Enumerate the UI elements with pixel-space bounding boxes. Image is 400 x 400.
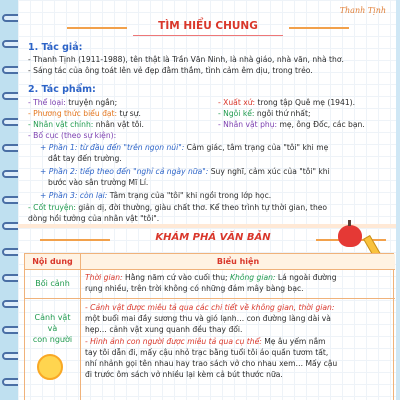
work-mode: - Phương thức biểu đạt: tự sự. bbox=[28, 109, 141, 118]
row-label: Cảnh vật bbox=[34, 313, 71, 322]
section-header-title: TÌM HIỂU CHUNG bbox=[133, 20, 283, 36]
analysis-table bbox=[24, 253, 394, 400]
explore-title: KHÁM PHÁ VĂN BẢN bbox=[118, 232, 308, 248]
table-row-divider bbox=[25, 298, 395, 299]
work-genre: - Thể loại: truyện ngắn; bbox=[28, 98, 118, 107]
part-1: + Phần 1: từ đầu đến "trên ngọn núi": Cảm giác, tâm trạng của "tôi" khi mẹ bbox=[40, 143, 329, 152]
table-row: - Hình ảnh con người được miêu tả qua cụ thể: Mẹ âu yếm nắm bbox=[85, 337, 326, 346]
table-row: đi trước ôm sách vở nhiều lại kèm cả bút thước nữa. bbox=[85, 370, 283, 379]
sun-icon bbox=[37, 354, 63, 380]
table-row: rụng nhiều, trên trời không có những đám mây bàng bạc. bbox=[85, 284, 304, 293]
work-main-character: - Nhân vật chính: nhân vật tôi. bbox=[28, 120, 144, 129]
table-row: nhí nhảnh gọi tên nhau hay trao sách vở cho nhau xem… Mấy cậu bbox=[85, 359, 338, 368]
author-line: - Thanh Tịnh (1911-1988), tên thật là Trần Văn Ninh, là nhà giáo, nhà văn, nhà thơ. bbox=[28, 55, 344, 64]
author-line: - Sáng tác của ông toát lên vẻ đẹp đằm thắm, tình cảm êm dịu, trong trẻo. bbox=[28, 66, 313, 75]
row-label: và bbox=[47, 324, 58, 333]
apple-icon bbox=[338, 225, 362, 247]
part-3: + Phần 3: còn lại: Tâm trạng của "tôi" khi ngồi trong lớp học. bbox=[40, 191, 272, 200]
table-row: tay tôi dẫn đi, mấy cậu nhỏ trạc bằng tuổi tôi áo quần tươm tất, bbox=[85, 348, 329, 357]
table-column-divider bbox=[80, 254, 81, 400]
work-side-characters: - Nhân vật phụ: mẹ, ông Đốc, các bạn. bbox=[218, 120, 365, 129]
part-1-cont: dắt tay đến trường. bbox=[48, 154, 122, 163]
row-label: con người bbox=[32, 335, 73, 344]
work-structure: - Bố cục (theo sự kiện): bbox=[28, 131, 117, 140]
part-2-cont: bước vào sân trường Mĩ Lí. bbox=[48, 178, 149, 187]
plot-line-cont: dòng hồi tưởng của nhân vật "tôi". bbox=[28, 214, 160, 223]
part-2: + Phần 2: tiếp theo đến "nghỉ cả ngày nữa": Suy nghĩ, cảm xúc của "tôi" khi bbox=[40, 167, 330, 176]
table-row: Thời gian: Hằng năm cứ vào cuối thu; Không gian: Lá ngoài đường bbox=[85, 273, 337, 282]
work-source: - Xuất xứ: trong tập Quê mẹ (1941). bbox=[218, 98, 356, 107]
table-row: hẹp… cảnh vật xung quanh đều thay đổi. bbox=[85, 325, 243, 334]
table-row: - Cảnh vật được miêu tả qua các chi tiết về không gian, thời gian: bbox=[85, 303, 335, 312]
table-row: một buổi mai đầy sương thu và gió lạnh… con đường làng dài và bbox=[85, 314, 331, 323]
author-section-title: 1. Tác giả: bbox=[28, 42, 83, 53]
author-tag: Thanh Tịnh bbox=[339, 6, 386, 15]
table-row-divider bbox=[25, 269, 395, 270]
section-divider bbox=[18, 224, 396, 228]
table-header: Nội dung bbox=[25, 254, 80, 269]
plot-line: - Cốt truyện: giản dị, đời thường, giàu chất thơ. Kể theo trình tự thời gian, theo bbox=[28, 203, 328, 212]
row-label: Bối cảnh bbox=[35, 279, 70, 288]
work-narrator: - Ngôi kể: ngôi thứ nhất; bbox=[218, 109, 311, 118]
table-header: Biểu hiện bbox=[81, 254, 395, 269]
notebook-page bbox=[18, 0, 396, 400]
work-section-title: 2. Tác phẩm: bbox=[28, 84, 96, 95]
